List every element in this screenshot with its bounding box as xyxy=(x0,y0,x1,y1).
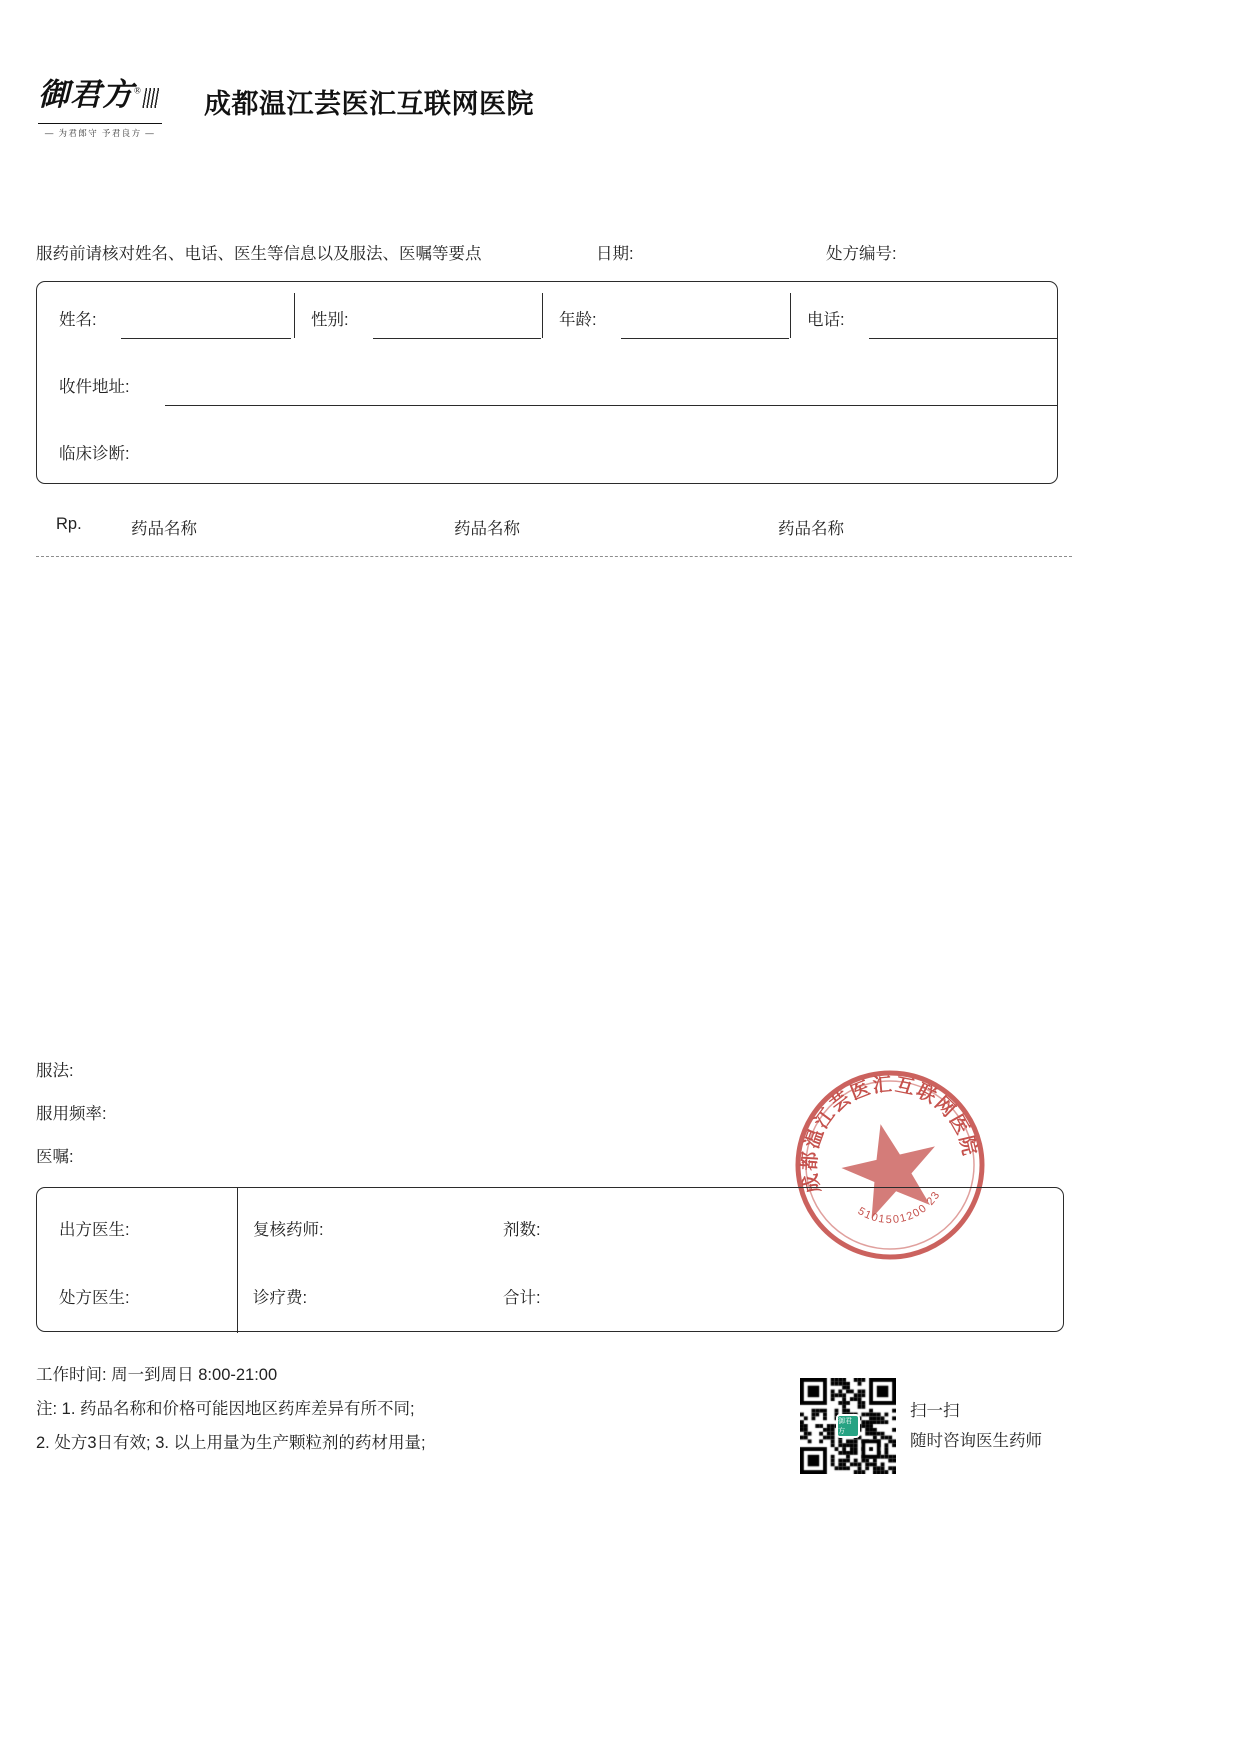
patient-age-field[interactable] xyxy=(621,338,789,339)
logo-wordmark xyxy=(38,78,178,112)
diagnosis-label: 临床诊断: xyxy=(59,445,130,463)
drug-column-3-header: 药品名称 xyxy=(778,520,844,538)
frequency-label: 服用频率: xyxy=(36,1105,107,1123)
drug-list-separator xyxy=(36,556,1072,557)
patient-phone-field[interactable] xyxy=(869,338,1057,339)
drug-list-area[interactable] xyxy=(36,570,1072,1030)
logo-text: 御君方 xyxy=(38,77,134,112)
document-header xyxy=(38,78,534,139)
patient-age-label: 年龄: xyxy=(559,311,597,329)
qr-subtitle: 随时咨询医生药师 xyxy=(910,1432,1042,1450)
divider-age-phone xyxy=(790,293,791,338)
qr-caption xyxy=(910,1396,1042,1456)
patient-phone-label: 电话: xyxy=(807,311,845,329)
signature-box-divider xyxy=(237,1188,238,1333)
address-field[interactable] xyxy=(165,405,1057,406)
patient-name-field[interactable] xyxy=(121,338,291,339)
patient-name-label: 姓名: xyxy=(59,311,97,329)
fee-label: 诊疗费: xyxy=(253,1289,308,1307)
note-line-2: 2. 处方3日有效; 3. 以上用量为生产颗粒剂的药材用量; xyxy=(36,1434,426,1452)
footer-notes xyxy=(36,1358,426,1460)
registered-mark-icon: ® xyxy=(134,85,142,96)
qr-title: 扫一扫 xyxy=(910,1402,960,1420)
patient-row-diagnosis xyxy=(37,416,1057,483)
notice-text: 服药前请核对姓名、电话、医生等信息以及服法、医嘱等要点 xyxy=(36,245,482,263)
rp-label: Rp. xyxy=(56,515,82,533)
drug-column-2-header: 药品名称 xyxy=(454,520,520,538)
svg-text:5101501200 23: 5101501200 23 xyxy=(855,1188,944,1227)
dose-count-label: 剂数: xyxy=(503,1221,541,1239)
doctor-label: 出方医生: xyxy=(59,1221,130,1239)
patient-row-address xyxy=(37,349,1057,416)
logo-divider xyxy=(38,123,162,124)
prescriber-label: 处方医生: xyxy=(59,1289,130,1307)
signature-box xyxy=(36,1187,1064,1332)
patient-gender-label: 性别: xyxy=(311,311,349,329)
drug-column-1-header: 药品名称 xyxy=(131,520,197,538)
qr-section xyxy=(800,1378,1042,1474)
logo-hatch-icon xyxy=(142,88,160,108)
brand-logo xyxy=(38,78,178,139)
note-line-1: 注: 1. 药品名称和价格可能因地区药库差异有所不同; xyxy=(36,1400,415,1418)
qr-code[interactable] xyxy=(800,1378,896,1474)
patient-row-basic xyxy=(37,282,1057,349)
divider-name-gender xyxy=(294,293,295,338)
pharmacist-label: 复核药师: xyxy=(253,1221,324,1239)
work-time-text: 工作时间: 周一到周日 8:00-21:00 xyxy=(36,1366,278,1384)
svg-text:成都温江芸医汇互联网医院: 成都温江芸医汇互联网医院 xyxy=(799,1074,980,1195)
qr-logo-text: 御君方 xyxy=(838,1417,852,1435)
divider-gender-age xyxy=(542,293,543,338)
prescription-number-label: 处方编号: xyxy=(826,245,897,263)
date-label: 日期: xyxy=(596,245,634,263)
patient-info-box xyxy=(36,281,1058,484)
total-label: 合计: xyxy=(503,1289,541,1307)
qr-logo-badge xyxy=(836,1414,860,1438)
advice-label: 医嘱: xyxy=(36,1148,74,1166)
patient-gender-field[interactable] xyxy=(373,338,541,339)
instructions-block xyxy=(36,1050,107,1179)
address-label: 收件地址: xyxy=(59,378,130,396)
logo-slogan: — 为君郎守 予君良方 — xyxy=(44,128,156,139)
hospital-name: 成都温江芸医汇互联网医院 xyxy=(204,89,534,119)
usage-label: 服法: xyxy=(36,1062,74,1080)
